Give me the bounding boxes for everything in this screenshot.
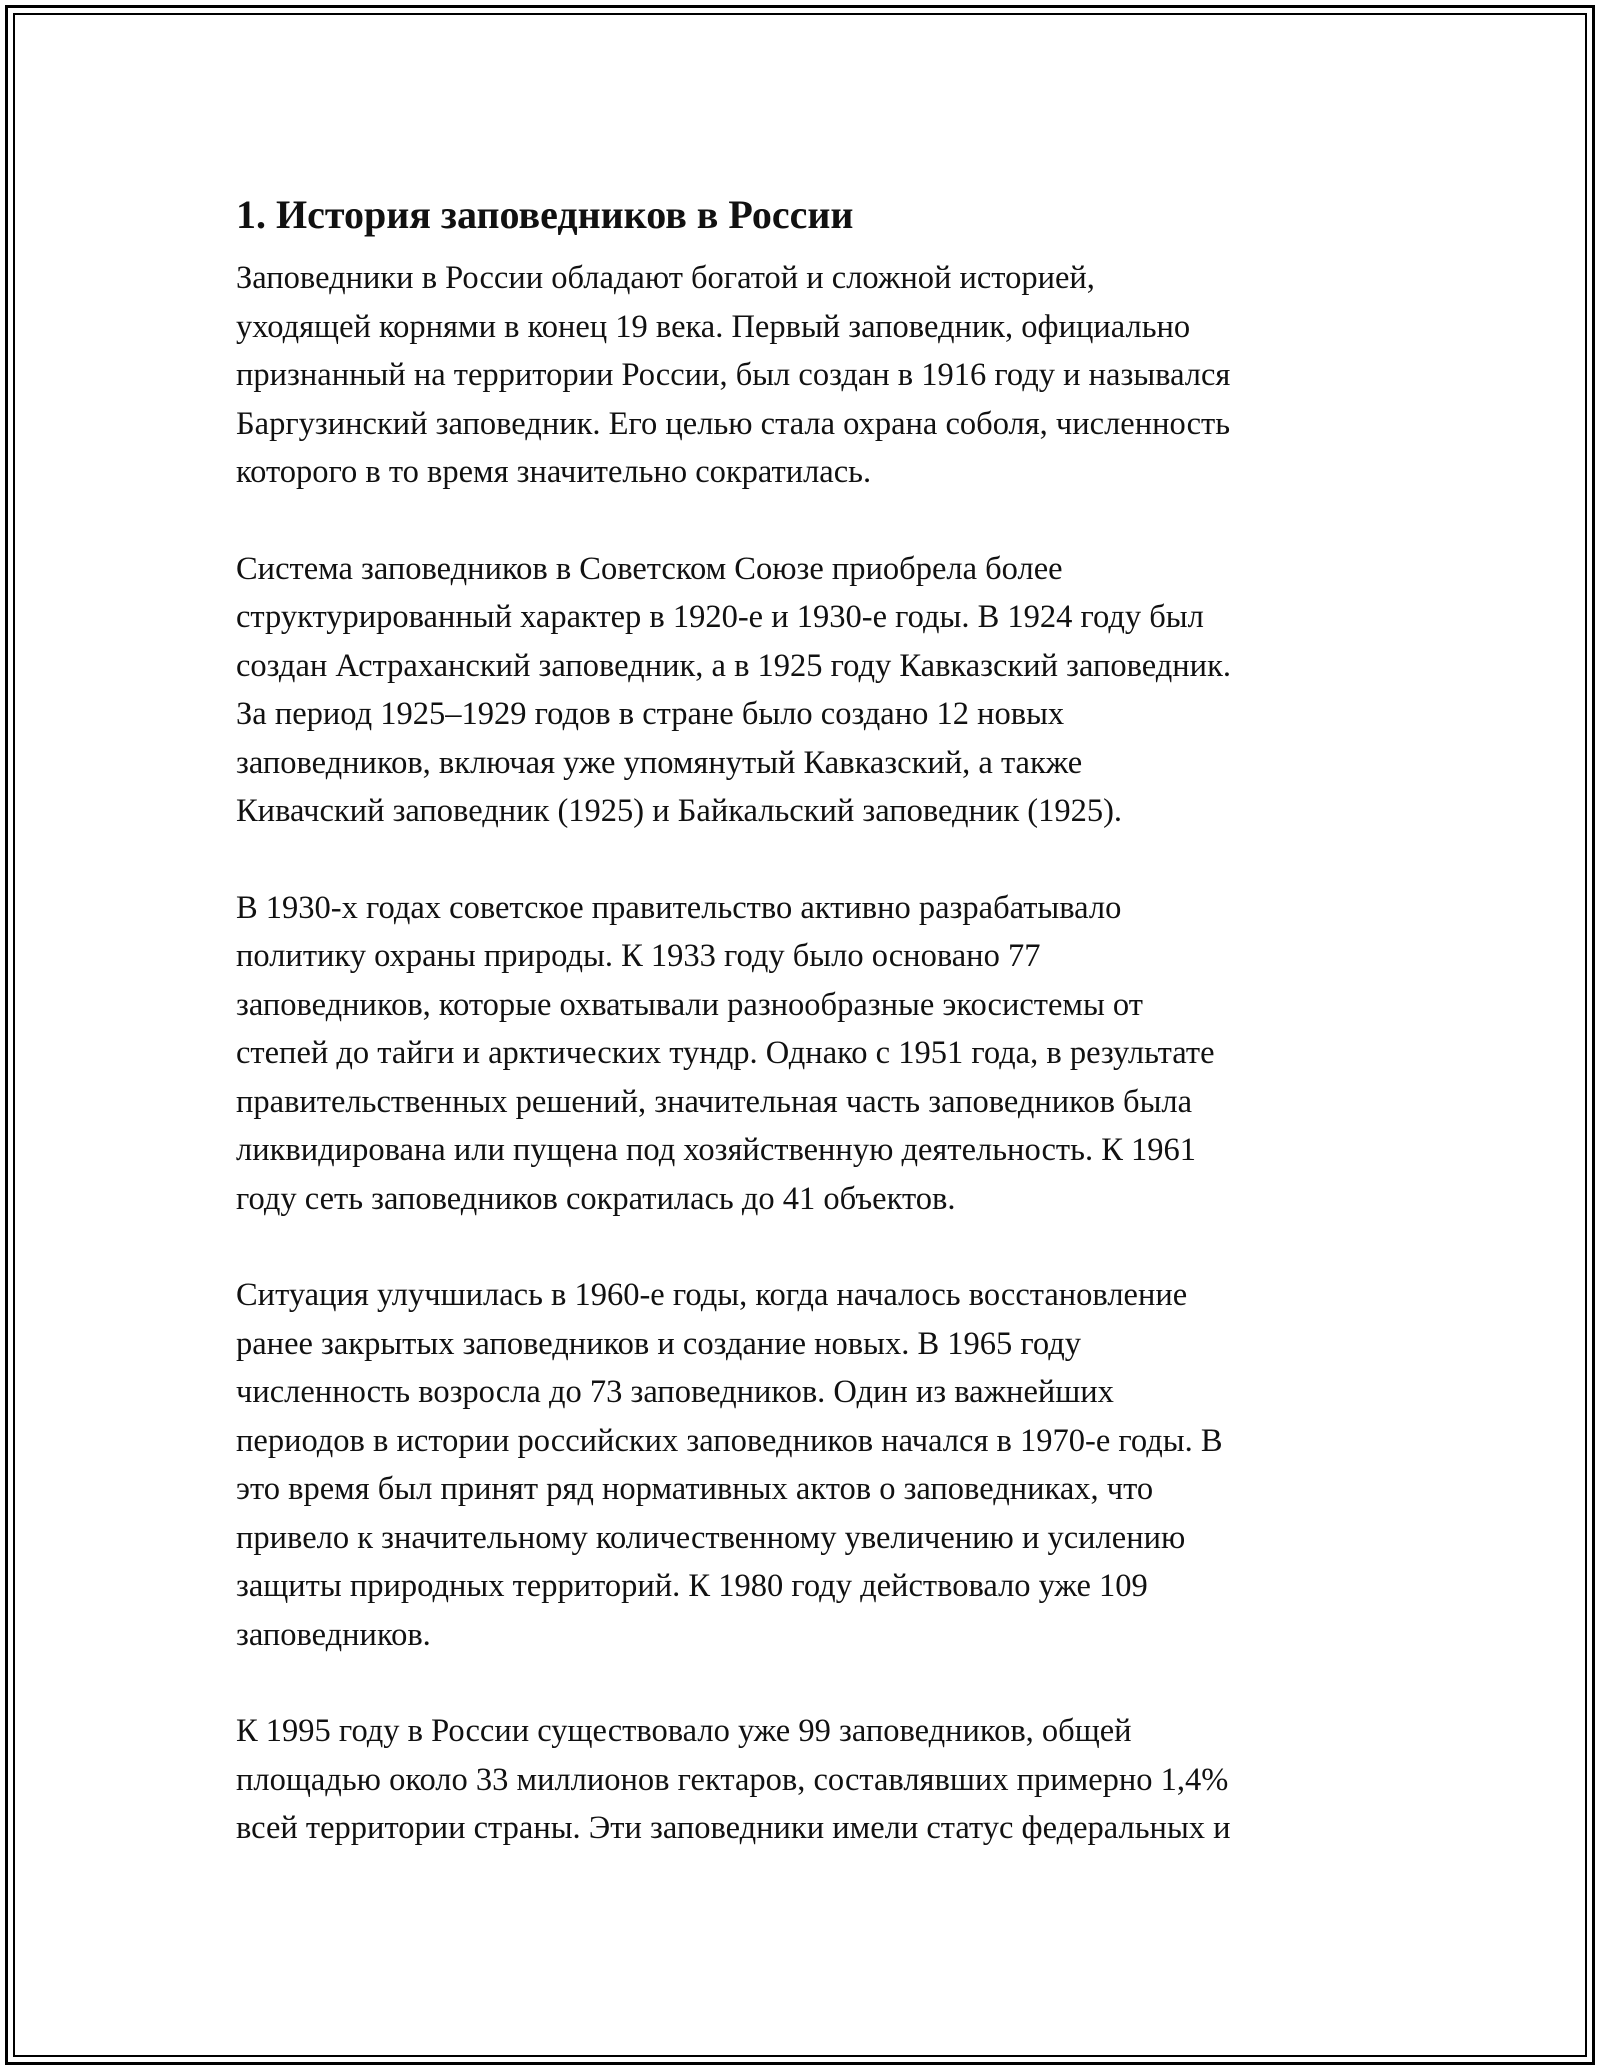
text-line: которого в то время значительно сократилась. [236, 454, 872, 490]
text-line: Ситуация улучшилась в 1960-е годы, когда началось восстановление [236, 1277, 1188, 1313]
text-line: За период 1925–1929 годов в стране было создано 12 новых [236, 696, 1065, 732]
text-line: привело к значительному количественному увеличению и усилению [236, 1519, 1186, 1556]
text-line: признанный на территории России, был создан в 1916 году и назывался [236, 357, 1231, 393]
text-line: это время был принят ряд нормативных актов о заповедниках, что [236, 1471, 1154, 1507]
text-line: периодов в истории российских заповедников начался в 1970-е годы. В [236, 1422, 1223, 1459]
text-line: Баргузинский заповедник. Его целью стала охрана соболя, численность [236, 405, 1231, 442]
text-line: заповедников, которые охватывали разнообразные экосистемы от [236, 986, 1143, 1023]
text-line: уходящей корнями в конец 19 века. Первый заповедник, официально [236, 308, 1191, 345]
document-body [236, 186, 1386, 1901]
text-line: заповедников, включая уже упомянутый Кавказский, а также [236, 744, 1083, 781]
paragraph [236, 1707, 1386, 1853]
paragraph [236, 884, 1386, 1224]
text-line: Кивачский заповедник (1925) и Байкальский заповедник (1925). [236, 793, 1123, 829]
text-line: правительственных решений, значительная часть заповедников была [236, 1083, 1193, 1120]
section-heading: 1. История заповедников в России [236, 192, 854, 237]
text-line: всей территории страны. Эти заповедники имели статус федеральных и [236, 1810, 1231, 1846]
text-line: защиты природных территорий. К 1980 году действовало уже 109 [236, 1568, 1148, 1604]
text-line: заповедников. [236, 1616, 431, 1653]
paragraph [236, 545, 1386, 836]
text-line: ликвидирована или пущена под хозяйственную деятельность. К 1961 [236, 1132, 1197, 1168]
text-line: К 1995 году в России существовало уже 99 заповедников, общей [236, 1713, 1132, 1749]
paragraph-list [236, 254, 1386, 1853]
paragraph [236, 254, 1386, 497]
paragraph [236, 1271, 1386, 1659]
text-line: ранее закрытых заповедников и создание новых. В 1965 году [236, 1325, 1082, 1362]
text-line: году сеть заповедников сократилась до 41 объектов. [236, 1180, 956, 1217]
text-line: создан Астраханский заповедник, а в 1925 году Кавказский заповедник. [236, 647, 1231, 684]
text-line: политику охраны природы. К 1933 году было основано 77 [236, 938, 1041, 974]
text-line: площадью около 33 миллионов гектаров, составлявших примерно 1,4% [236, 1761, 1229, 1798]
text-line: Заповедники в России обладают богатой и сложной историей, [236, 260, 1095, 296]
text-line: степей до тайги и арктических тундр. Однако с 1951 года, в результате [236, 1035, 1215, 1071]
text-line: В 1930-х годах советское правительство активно разрабатывало [236, 889, 1122, 926]
text-line: численность возросла до 73 заповедников. Один из важнейших [236, 1374, 1114, 1410]
text-line: структурированный характер в 1920-е и 1930-е годы. В 1924 году был [236, 599, 1204, 635]
text-line: Система заповедников в Советском Союзе приобрела более [236, 550, 1063, 587]
